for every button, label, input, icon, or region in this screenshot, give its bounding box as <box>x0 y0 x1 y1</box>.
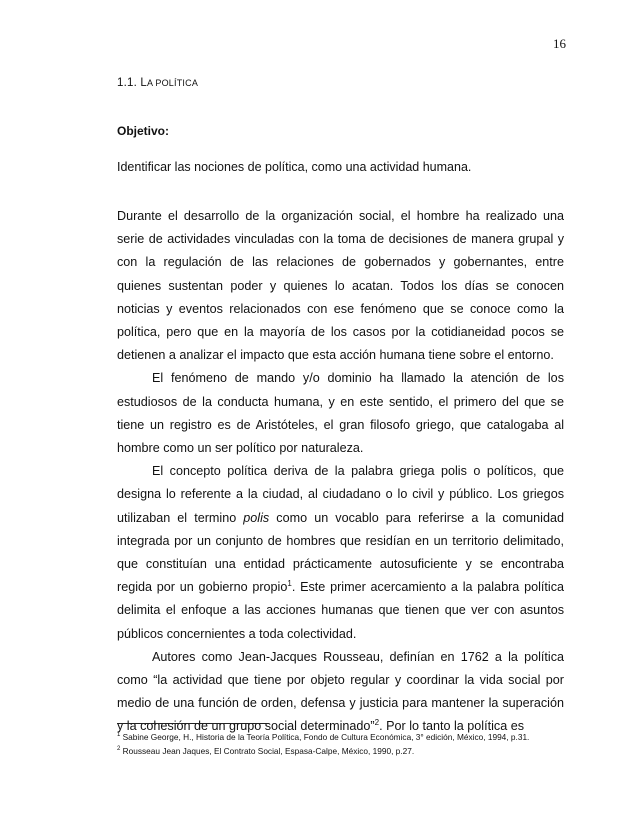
footnote-mark: 1 <box>117 732 121 738</box>
footnote-text: Sabine George, H., Historia de la Teoría Política, Fondo de Cultura Económica, 3° edición, México, 1994, p.31. <box>120 731 530 742</box>
footnote-ref-1[interactable]: 1 <box>287 579 292 589</box>
objective-label: Objetivo: <box>117 124 170 138</box>
section-title-rest: A POLÍTICA <box>147 78 199 88</box>
footnote-mark: 2 <box>117 745 121 752</box>
section-title-initial: L <box>140 77 147 89</box>
objective-text: Identificar las nociones de política, como una actividad humana. <box>117 160 472 174</box>
paragraph-4-part-2: . Por lo tanto la política es <box>379 719 525 734</box>
page-number: 16 <box>553 36 566 51</box>
footnote-text: Rousseau Jean Jaques, El Contrato Social, Espasa-Calpe, México, 1990, p.27. <box>120 745 415 756</box>
paragraph-2: El fenómeno de mando y/o dominio ha llamado la atención de los estudiosos de la conducta humana, y en este sentido, el primero del que se tiene un registro es de Aristóteles, el gran filosofo griego, que catalogaba al hombre como un ser político por naturaleza. <box>117 371 564 456</box>
paragraph-3-part-1: El concepto política deriva de la palabra griega polis o políticos, que designa lo referente a la ciudad, al ciudadano o lo civil y público. Los griegos utilizaban el termino <box>117 464 564 525</box>
section-heading <box>117 77 198 89</box>
footnote-divider <box>117 723 269 724</box>
paragraph-3-emphasis: polis <box>243 510 270 525</box>
footnote-ref-2[interactable]: 2 <box>374 718 380 728</box>
paragraph-3 <box>117 460 564 646</box>
paragraph-3-part-2: como un vocablo para referirse a la comunidad integrada por un conjunto de hombres que residían en un territorio delimitado, que constituían una entidad prácticamente autosuficiente y se encontraba regida por un gobierno propio <box>117 510 564 595</box>
paragraph-3-part-3: . Este primer acercamiento a la palabra política delimita el enfoque a las acciones humanas que tienen que ver con asuntos públicos concernientes a toda colectividad. <box>117 580 564 641</box>
footnotes <box>117 729 577 757</box>
paragraph-4 <box>117 646 564 739</box>
section-number: 1.1. <box>117 77 137 89</box>
paragraph-4-part-1: Autores como Jean-Jacques Rousseau, definían en 1762 a la política como “la actividad que tiene por objeto regular y coordinar la vida social por medio de una función de orden, defensa y justicia para mantener la superación y la cohesión de un grupo social determinado” <box>117 649 564 734</box>
footnote-2 <box>117 743 577 757</box>
footnote-1 <box>117 729 577 743</box>
body-text <box>117 205 564 739</box>
section-title <box>140 77 198 89</box>
paragraph-1: Durante el desarrollo de la organización social, el hombre ha realizado una serie de actividades vinculadas con la toma de decisiones de manera grupal y con la regulación de las relaciones de gobernados y gobernantes, entre quienes sustentan poder y quienes lo acatan. Todos los días se conocen noticias y eventos relacionados con ese fenómeno que se conoce como la política, pero que en la mayoría de los casos por la cotidianeidad pocos se detienen a analizar el impacto que esta acción humana tiene sobre el entorno. <box>117 209 564 363</box>
